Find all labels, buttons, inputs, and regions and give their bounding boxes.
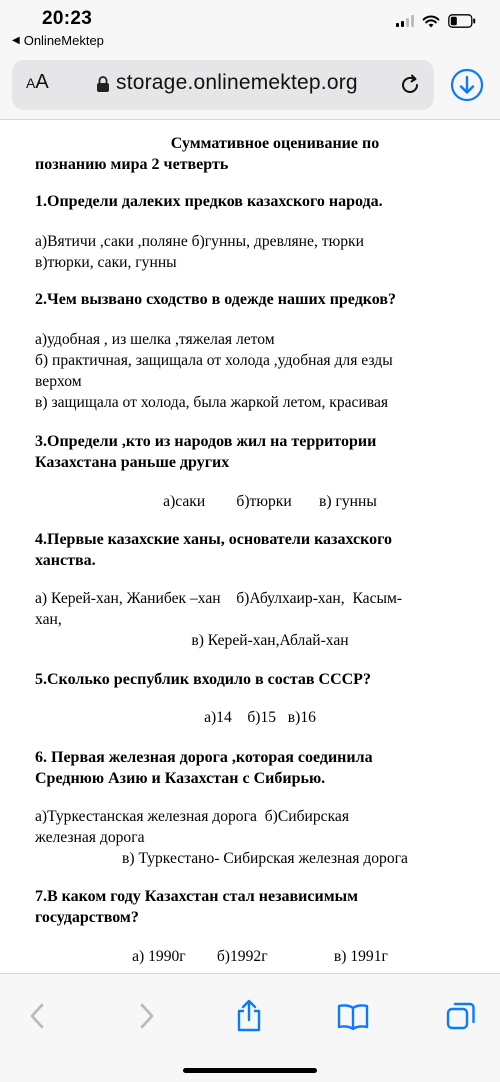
tabs-icon[interactable] <box>441 996 481 1036</box>
question-6 <box>35 747 475 789</box>
share-icon[interactable] <box>229 996 269 1036</box>
url-text[interactable]: storage.onlinemektep.org <box>116 71 358 94</box>
question-text: Казахстана раньше других <box>35 454 230 471</box>
question-1 <box>35 191 475 212</box>
answers-6-c <box>0 848 500 869</box>
answers-3 <box>0 491 500 512</box>
bookmarks-book-icon[interactable] <box>333 996 373 1036</box>
answer-line: а) Керей-хан, Жанибек –хан б)Абулхаир-хан, Касым- <box>35 590 403 607</box>
answers-6 <box>35 806 475 848</box>
home-indicator <box>183 1068 317 1073</box>
answer-line: верхом <box>35 373 82 390</box>
question-text: 3.Определи ,кто из народов жил на территории <box>35 433 377 450</box>
title-line-1: Суммативное оценивание по <box>170 135 380 152</box>
question-text: государством? <box>35 909 139 926</box>
cellular-signal-icon <box>396 15 414 27</box>
question-5 <box>35 669 475 690</box>
answers-5 <box>0 707 500 728</box>
forward-arrow-icon[interactable] <box>126 996 166 1036</box>
answer-line: а) 1990г б)1992г в) 1991г <box>132 948 388 965</box>
question-text: 4.Первые казахские ханы, основатели казахского <box>35 531 392 548</box>
answer-line: а)Вятичи ,саки ,поляне б)гунны, древляне, тюрки <box>35 233 364 250</box>
question-text: 7.В каком году Казахстан стал независимым <box>35 888 358 905</box>
answer-line: а)саки б)тюрки в) гунны <box>163 493 377 510</box>
answer-line: а)удобная , из шелка ,тяжелая летом <box>35 331 275 348</box>
question-text: ханства. <box>35 552 96 569</box>
address-bar-area <box>0 52 500 120</box>
answers-1 <box>35 231 475 273</box>
answer-line: хан, <box>35 611 62 628</box>
url-field[interactable] <box>12 60 434 110</box>
question-text: 2.Чем вызвано сходство в одежде наших предков? <box>35 291 397 308</box>
wifi-icon <box>422 15 440 28</box>
answer-line: в) защищала от холода, была жаркой летом, красивая <box>35 394 389 411</box>
status-time: 20:23 <box>42 8 93 29</box>
document-page <box>0 121 500 973</box>
bottom-toolbar <box>0 973 500 1082</box>
back-to-app-button[interactable] <box>12 33 104 48</box>
status-icons <box>396 14 476 28</box>
question-4 <box>35 529 475 571</box>
text-size-button[interactable]: AA <box>26 71 49 93</box>
answers-4 <box>35 588 475 630</box>
answer-line: железная дорога <box>35 829 145 846</box>
answer-line: б) практичная, защищала от холода ,удобная для езды <box>35 352 393 369</box>
answer-line: а)14 б)15 в)16 <box>204 709 316 726</box>
question-text: 5.Сколько республик входило в состав СССР? <box>35 671 371 688</box>
document-title <box>35 133 475 175</box>
lock-icon <box>96 75 110 98</box>
battery-icon <box>448 14 476 28</box>
back-triangle-icon: ◀ <box>12 35 20 46</box>
question-text: 6. Первая железная дорога ,которая соединила <box>35 749 373 766</box>
answers-4-c <box>0 630 500 651</box>
question-text: Среднюю Азию и Казахстан с Сибирью. <box>35 770 326 787</box>
answer-line: в)тюрки, саки, гунны <box>35 254 177 271</box>
answers-2 <box>35 329 475 413</box>
back-arrow-icon[interactable] <box>18 996 58 1036</box>
question-7 <box>35 886 475 928</box>
question-3 <box>35 431 475 473</box>
back-app-label: OnlineMektep <box>23 33 104 48</box>
reload-icon[interactable] <box>398 73 422 102</box>
question-text: 1.Определи далеких предков казахского народа. <box>35 193 383 210</box>
answer-line: в) Керей-хан,Аблай-хан <box>191 632 349 649</box>
answer-line: а)Туркестанская железная дорога б)Сибирская <box>35 808 350 825</box>
answer-line: в) Туркестано- Сибирская железная дорога <box>122 850 408 867</box>
question-2 <box>35 289 475 310</box>
download-icon[interactable] <box>450 68 484 107</box>
status-bar <box>0 0 500 52</box>
answers-7 <box>0 946 500 967</box>
title-line-2: познанию мира 2 четверть <box>35 156 229 173</box>
